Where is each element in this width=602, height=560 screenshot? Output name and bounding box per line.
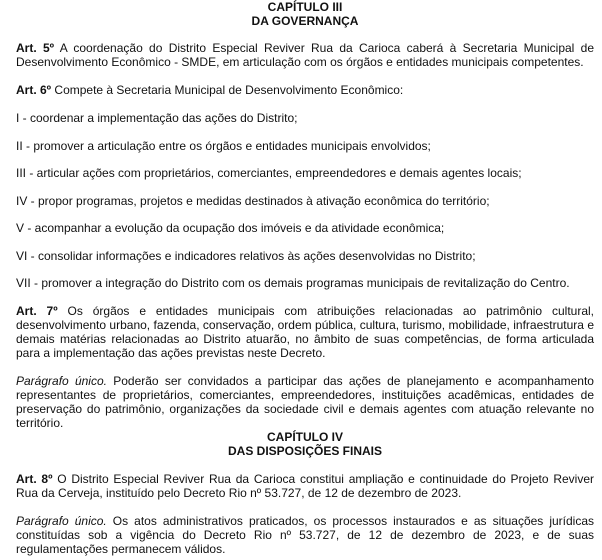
chapter-3-heading	[16, 0, 594, 28]
chapter-title: DA GOVERNANÇA	[251, 14, 359, 28]
list-item: IV - propor programas, projetos e medidas destinados à ativação econômica do território;	[16, 194, 490, 208]
article-8	[16, 472, 594, 500]
article-text: O Distrito Especial Reviver Rua da Carioca constitui ampliação e continuidade do Projeto Reviver Rua da Cerveja, instituído pelo Decreto Rio nº 53.727, de 12 de dezembro de 2023.	[16, 472, 594, 500]
paragraph-label: Parágrafo único.	[16, 374, 107, 388]
article-6	[16, 83, 594, 97]
article-7	[16, 304, 594, 360]
list-item: V - acompanhar a evolução da ocupação dos imóveis e da atividade econômica;	[16, 221, 445, 235]
article-label: Art. 5º	[16, 41, 55, 55]
article-text: Os órgãos e entidades municipais com atribuições relacionadas ao patrimônio cultural, desenvolvimento urbano, fazenda, conservação, ordem pública, cultura, turismo, mobilidade, infraestrutura e demais matérias relacionadas ao Distrito atuarão, no âmbito de suas competências, de forma articulada para a implementação das ações previstas neste Decreto.	[16, 304, 594, 360]
article-label: Art. 6º	[16, 83, 52, 97]
paragraph-text: Poderão ser convidados a participar das ações de planejamento e acompanhamento representantes de proprietários, comerciantes, empreendedores, instituições acadêmicas, entidades de preservação do patrimônio, organizações da sociedade civil e demais agentes com atuação relevante no território.	[16, 374, 594, 430]
article-5	[16, 41, 594, 69]
list-item: III - articular ações com proprietários, comerciantes, empreendedores e demais agentes locais;	[16, 166, 522, 180]
article-label: Art. 7º	[16, 304, 58, 318]
article-label: Art. 8º	[16, 472, 53, 486]
list-item: II - promover a articulação entre os órgãos e entidades municipais envolvidos;	[16, 139, 431, 153]
chapter-number: CAPÍTULO III	[267, 0, 343, 14]
chapter-title: DAS DISPOSIÇÕES FINAIS	[227, 444, 383, 458]
article-text: Compete à Secretaria Municipal de Desenvolvimento Econômico:	[51, 83, 404, 97]
paragraph-label: Parágrafo único.	[16, 514, 107, 528]
list-item: VII - promover a integração do Distrito com os demais programas municipais de revitalização do Centro.	[16, 276, 570, 290]
paragrafo-unico-8	[16, 514, 594, 556]
paragrafo-unico-7	[16, 374, 594, 430]
paragraph-text: Os atos administrativos praticados, os processos instaurados e as situações jurídicas constituídas sob a vigência do Decreto Rio nº 53.727, de 12 de dezembro de 2023, e de suas regulamentações permanecem válidos.	[16, 514, 595, 556]
chapter-number: CAPÍTULO IV	[266, 430, 343, 444]
chapter-4-heading	[16, 430, 594, 458]
list-item: I - coordenar a implementação das ações do Distrito;	[16, 111, 298, 125]
list-item: VI - consolidar informações e indicadores relativos às ações desenvolvidas no Distrito;	[16, 249, 476, 263]
article-text: A coordenação do Distrito Especial Reviver Rua da Carioca caberá à Secretaria Municipal de Desenvolvimento Econômico - SMDE, em articulação com os órgãos e entidades municipais competentes.	[16, 41, 595, 69]
